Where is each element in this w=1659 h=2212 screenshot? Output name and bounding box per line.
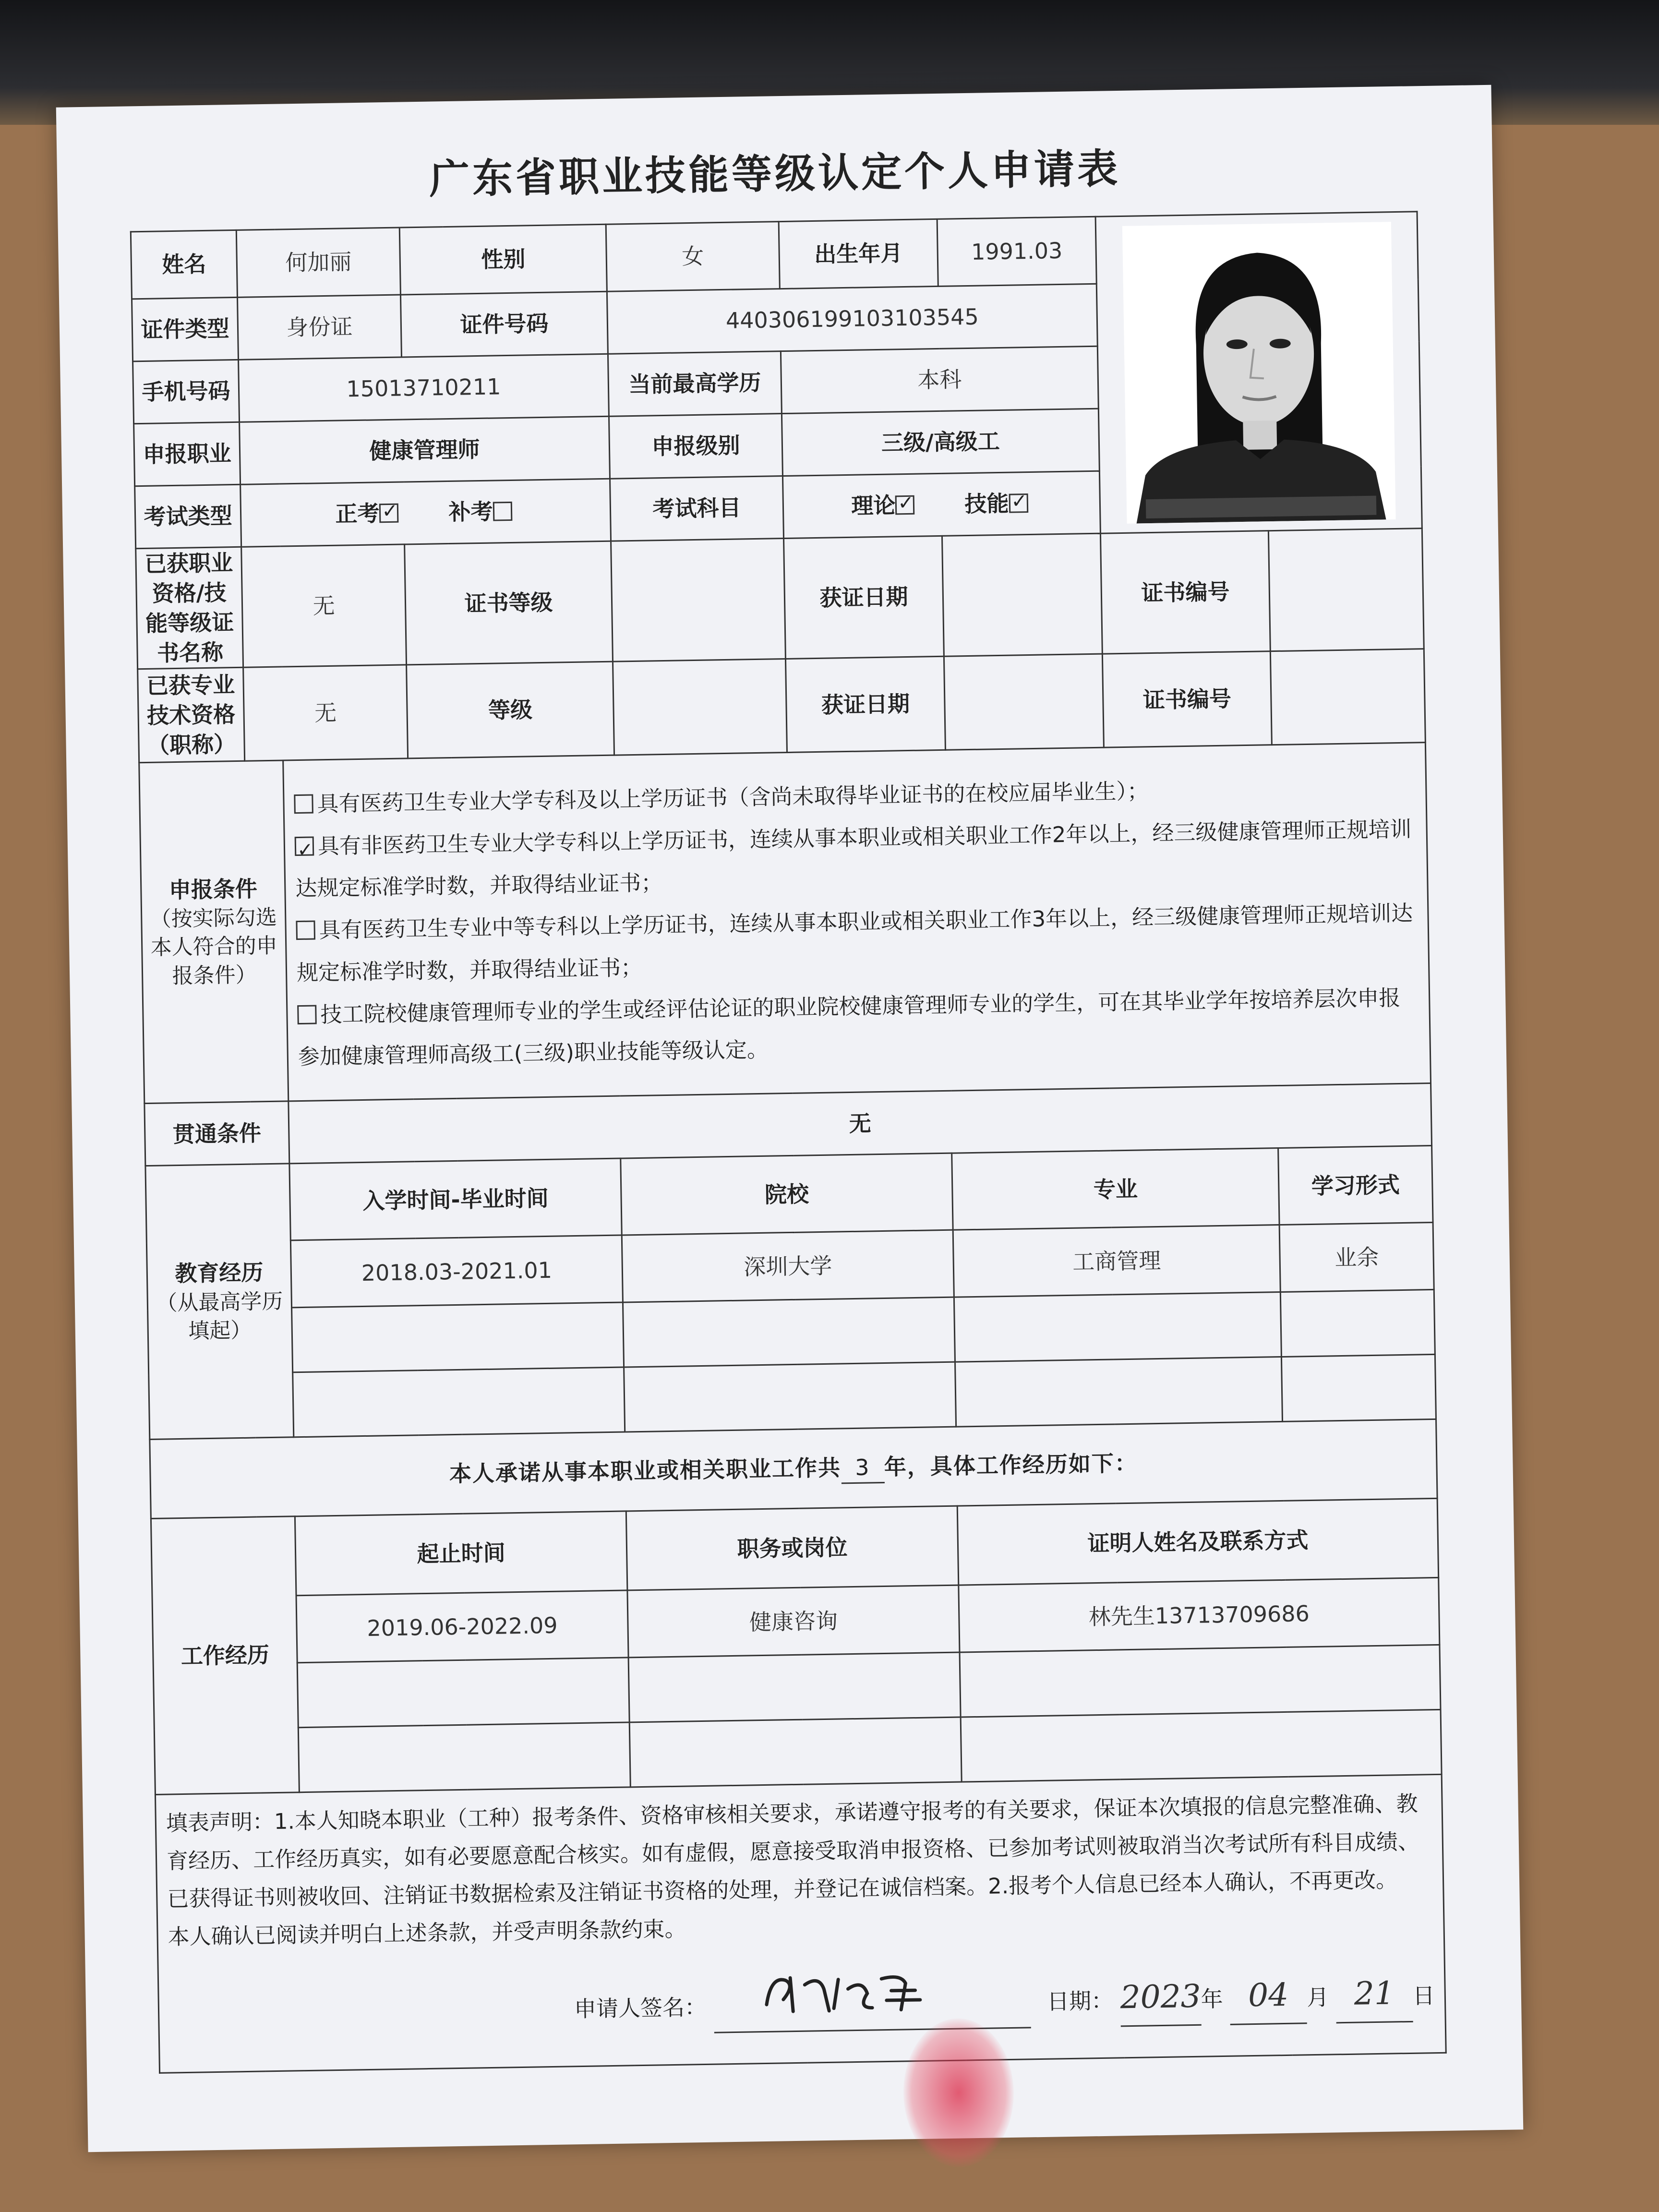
work-header-referee: 证明人姓名及联系方式	[957, 1499, 1438, 1586]
edu-school	[623, 1298, 955, 1368]
vocational-cert-label: 已获职业资格/技能等级证书名称	[136, 547, 243, 669]
handwritten-signature	[756, 1964, 939, 2031]
exam-type-options	[240, 479, 611, 547]
conditions-list	[283, 743, 1431, 1101]
cert-level-label: 证书等级	[405, 541, 613, 665]
regular-exam-text: 正考	[335, 500, 380, 528]
name-value: 何加丽	[236, 228, 400, 297]
technical-date-label: 获证日期	[785, 657, 945, 753]
name-label: 姓名	[131, 230, 237, 299]
theory-checkbox[interactable]	[895, 495, 915, 515]
edu-period	[293, 1367, 625, 1437]
work-referee	[960, 1645, 1441, 1718]
education-label: 教育经历	[175, 1259, 264, 1287]
technical-level-label: 等级	[407, 662, 614, 759]
conditions-label: 申报条件	[168, 876, 258, 903]
conditions-label-cell	[139, 760, 289, 1104]
month-unit: 月	[1306, 1984, 1329, 2011]
technical-cert-no-label: 证书编号	[1102, 651, 1272, 747]
phone-value: 15013710211	[239, 354, 609, 422]
edu-header-period: 入学时间-毕业时间	[289, 1158, 622, 1240]
condition-checkbox-2[interactable]	[295, 836, 314, 856]
condition-checkbox-3[interactable]	[296, 920, 315, 940]
edu-form: 业余	[1279, 1223, 1434, 1292]
makeup-exam-checkbox[interactable]	[493, 502, 512, 521]
conditions-hint: （按实际勾选本人符合的申报条件）	[150, 905, 278, 988]
edu-form	[1280, 1290, 1435, 1357]
edu-value: 本科	[781, 346, 1098, 413]
applicant-photo	[1122, 222, 1395, 524]
date-day[interactable]: 21	[1335, 1965, 1413, 2023]
pledge-prefix: 本人承诺从事本职业或相关职业工作共	[449, 1455, 842, 1487]
edu-period: 2018.03-2021.01	[290, 1235, 623, 1308]
job-value: 健康管理师	[240, 416, 610, 484]
birth-value: 1991.03	[937, 216, 1096, 286]
vocational-date-label: 获证日期	[784, 536, 944, 659]
through-label: 贯通条件	[144, 1101, 289, 1166]
technical-qual-value: 无	[243, 665, 408, 761]
condition-text-2: 具有非医药卫生专业大学专科以上学历证书，连续从事本职业或相关职业工作2年以上，经三级健康管理师正规培训达规定标准学时数，并取得结业证书；	[295, 816, 1412, 902]
id-type-label: 证件类型	[132, 297, 239, 361]
condition-text-1: 具有医药卫生专业大学专科及以上学历证书（含尚未取得毕业证书的在校应届毕业生）；	[317, 778, 1149, 817]
pledge-suffix: 年，具体工作经历如下：	[884, 1450, 1138, 1480]
work-position	[628, 1652, 961, 1722]
edu-period	[292, 1302, 624, 1372]
cert-level-value	[611, 539, 786, 662]
vocational-cert-value: 无	[241, 544, 407, 668]
education-hint: （从最高学历填起）	[156, 1289, 283, 1344]
date-month[interactable]: 04	[1229, 1967, 1307, 2025]
gender-label: 性别	[399, 224, 607, 295]
photo-cell	[1095, 212, 1422, 533]
edu-school	[624, 1362, 956, 1432]
edu-label: 当前最高学历	[608, 351, 781, 417]
work-label: 工作经历	[151, 1516, 299, 1795]
skill-checkbox[interactable]	[1009, 493, 1028, 513]
condition-checkbox-1[interactable]	[294, 794, 313, 814]
vocational-cert-no-value	[1268, 529, 1424, 651]
makeup-exam-option[interactable]	[448, 498, 516, 525]
edu-major	[955, 1357, 1283, 1427]
work-referee: 林先生13713709686	[959, 1578, 1440, 1653]
work-period	[298, 1722, 630, 1792]
declaration-cell	[155, 1775, 1446, 2073]
edu-header-major: 专业	[952, 1148, 1279, 1230]
level-value: 三级/高级工	[781, 409, 1099, 476]
level-label: 申报级别	[609, 414, 782, 479]
technical-cert-no-value	[1270, 649, 1425, 745]
technical-qual-label: 已获专业技术资格（职称）	[138, 668, 245, 763]
work-period	[297, 1658, 629, 1728]
day-unit: 日	[1412, 1983, 1435, 2009]
exam-subject-options	[782, 471, 1100, 538]
declaration-paragraph-1: 填表声明：1.本人知晓本职业（工种）报考条件、资格审核相关要求，承诺遵守报考的有关要求，保证本次填报的信息完整准确、教育经历、工作经历真实，如有必要愿意配合核实。如有虚假，愿意接受取消申报资格、已参加考试则被取消当次考试所有科目成绩、已获得证书则被收回、注销证书数据检索及注销证书资格的处理，并登记在诚信档案。2.报考个人信息已经本人确认，不再更改。	[166, 1791, 1420, 1912]
vocational-cert-no-label: 证书编号	[1100, 531, 1270, 654]
id-no-label: 证件号码	[400, 291, 608, 357]
edu-header-form: 学习形式	[1278, 1146, 1433, 1225]
date-label: 日期：	[1046, 1988, 1114, 2015]
exam-type-label: 考试类型	[135, 484, 241, 548]
vocational-date-value	[942, 533, 1102, 657]
gender-value: 女	[606, 222, 780, 292]
edu-form	[1281, 1355, 1436, 1422]
form-title: 广东省职业技能等级认定个人申请表	[429, 144, 1121, 203]
phone-label: 手机号码	[133, 360, 240, 423]
application-form-table	[130, 211, 1447, 2074]
date-year[interactable]: 2023	[1120, 1969, 1202, 2027]
technical-level-value	[613, 659, 787, 756]
exam-subject-label: 考试科目	[610, 476, 784, 541]
condition-text-3: 具有医药卫生专业中等专科以上学历证书，连续从事本职业或相关职业工作3年以上，经三级健康管理师正规培训达规定标准学时数，并取得结业证书；	[296, 900, 1413, 986]
through-value: 无	[289, 1083, 1432, 1164]
signature-field[interactable]	[713, 1984, 1031, 2033]
regular-exam-option[interactable]	[335, 500, 403, 527]
declaration-paragraph-2: 本人确认已阅读并明白上述条款，并受声明条款约束。	[168, 1916, 686, 1950]
year-unit: 年	[1201, 1986, 1224, 2013]
id-no-value: 440306199103103545	[607, 284, 1097, 354]
pledge-years: 3	[841, 1452, 884, 1484]
edu-major: 工商管理	[953, 1225, 1280, 1298]
sign-label: 申请人签名：	[574, 1994, 707, 2022]
edu-school: 深圳大学	[622, 1230, 954, 1303]
work-header-period: 起止时间	[295, 1511, 627, 1596]
id-type-value: 身份证	[237, 295, 401, 360]
signature-row	[168, 1965, 1435, 2042]
work-header-position: 职务或岗位	[626, 1506, 959, 1590]
condition-text-4: 技工院校健康管理师专业的学生或经评估论证的职业院校健康管理师专业的学生，可在其毕业学年按培养层次申报参加健康管理师高级工(三级)职业技能等级认定。	[298, 985, 1401, 1070]
job-label: 申报职业	[134, 422, 240, 486]
work-position: 健康咨询	[627, 1585, 960, 1658]
theory-option[interactable]	[851, 492, 919, 519]
technical-date-value	[944, 654, 1104, 750]
edu-header-school: 院校	[621, 1154, 953, 1236]
condition-item-4	[297, 976, 1420, 1078]
makeup-exam-text: 补考	[448, 499, 493, 526]
birth-label: 出生年月	[779, 219, 938, 289]
theory-text: 理论	[851, 492, 896, 519]
application-form-paper	[56, 85, 1524, 2152]
edu-major	[954, 1292, 1281, 1362]
condition-checkbox-4[interactable]	[297, 1005, 317, 1024]
work-period: 2019.06-2022.09	[296, 1590, 628, 1663]
skill-text: 技能	[964, 491, 1009, 517]
work-referee	[961, 1710, 1442, 1782]
education-label-cell	[145, 1164, 294, 1440]
skill-option[interactable]	[964, 490, 1032, 517]
regular-exam-checkbox[interactable]	[379, 504, 399, 523]
work-position	[629, 1717, 962, 1787]
